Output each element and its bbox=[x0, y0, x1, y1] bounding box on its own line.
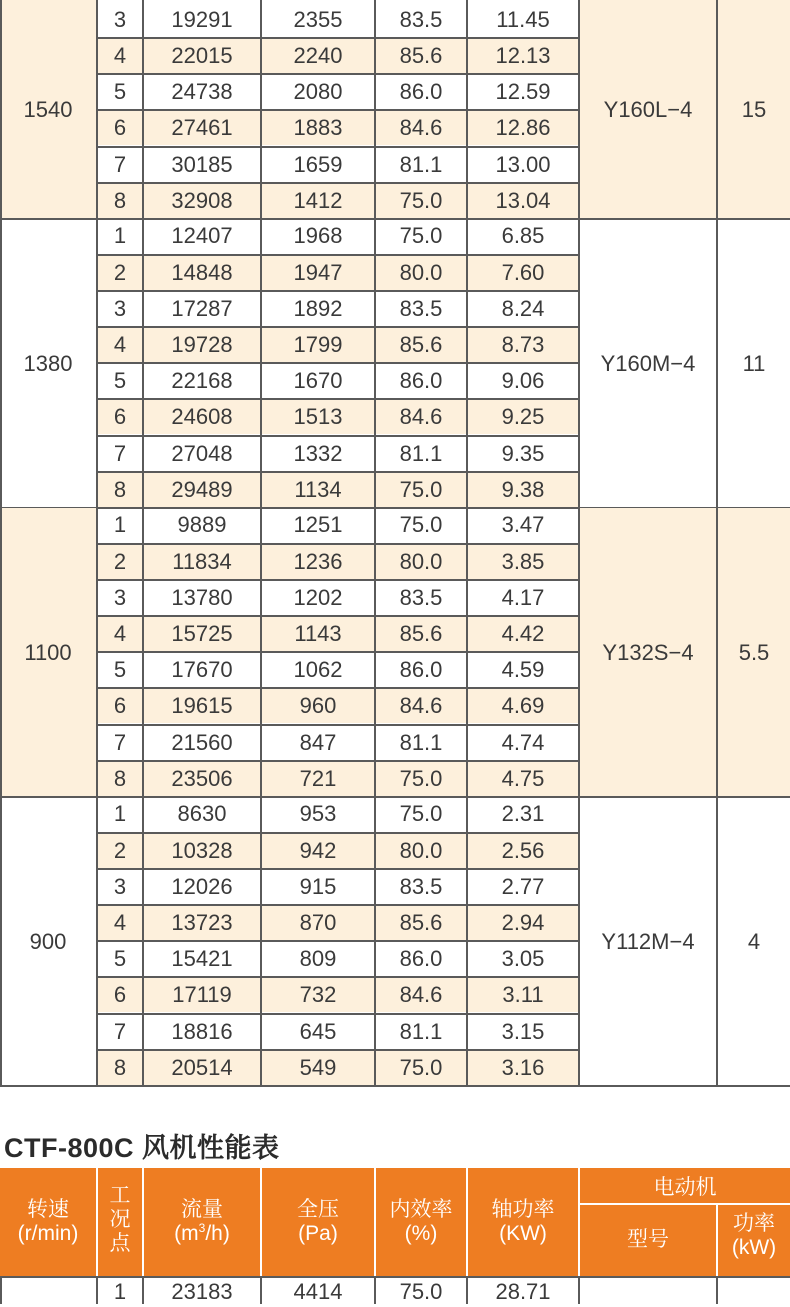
table-cell-pressure: 809 bbox=[299, 946, 337, 972]
table-cell-efficiency: 81.1 bbox=[399, 440, 443, 466]
row-divider bbox=[96, 398, 580, 400]
table-cell-shaft-power: 12.86 bbox=[495, 115, 551, 141]
row-divider bbox=[96, 615, 580, 617]
table-cell-flow: 21560 bbox=[171, 729, 233, 755]
table-cell-pressure: 1062 bbox=[293, 657, 343, 683]
table-cell-point: 8 bbox=[113, 476, 127, 502]
column-divider bbox=[374, 0, 376, 1086]
header-point: 工 况 点 bbox=[109, 1184, 131, 1255]
next-table-cell-efficiency: 75.0 bbox=[399, 1279, 443, 1304]
table-cell-efficiency: 83.5 bbox=[399, 6, 443, 32]
column-divider bbox=[466, 0, 468, 1086]
row-divider bbox=[96, 362, 580, 364]
table-cell-efficiency: 84.6 bbox=[399, 982, 443, 1008]
group-speed: 1100 bbox=[24, 639, 72, 665]
table-cell-efficiency: 75.0 bbox=[399, 187, 443, 213]
table-cell-flow: 15725 bbox=[171, 621, 233, 646]
table-cell-pressure: 1883 bbox=[293, 115, 343, 141]
table-cell-flow: 19728 bbox=[171, 332, 233, 357]
table-cell-pressure: 1892 bbox=[293, 295, 343, 321]
table-cell-efficiency: 81.1 bbox=[399, 1018, 443, 1044]
table-cell-shaft-power: 12.59 bbox=[495, 79, 551, 105]
table-cell-point: 3 bbox=[113, 873, 127, 899]
table-cell-pressure: 942 bbox=[299, 837, 337, 863]
table-cell-flow: 30185 bbox=[171, 151, 233, 177]
table-cell-flow: 9889 bbox=[177, 512, 227, 538]
row-divider bbox=[96, 651, 580, 653]
row-divider bbox=[96, 579, 580, 581]
table-cell-point: 5 bbox=[113, 368, 127, 394]
table-cell-pressure: 870 bbox=[299, 910, 337, 935]
table-cell-point: 7 bbox=[113, 1018, 127, 1044]
table-cell-pressure: 2240 bbox=[293, 43, 343, 68]
group-speed: 1380 bbox=[23, 350, 73, 376]
table-cell-shaft-power: 2.31 bbox=[501, 801, 545, 827]
row-divider bbox=[96, 724, 580, 726]
table-cell-shaft-power: 7.60 bbox=[501, 259, 545, 285]
table-cell-shaft-power: 4.74 bbox=[501, 729, 545, 755]
table-cell-efficiency: 81.1 bbox=[399, 729, 443, 755]
header-motor: 电动机 bbox=[653, 1176, 717, 1199]
table-cell-point: 2 bbox=[113, 837, 127, 863]
table-cell-pressure: 645 bbox=[299, 1018, 337, 1044]
table-cell-point: 7 bbox=[113, 151, 127, 177]
group-motor-model: Y160L−4 bbox=[603, 96, 693, 122]
table-cell-shaft-power: 9.06 bbox=[501, 368, 545, 394]
table-cell-flow: 18816 bbox=[171, 1018, 233, 1044]
table-cell-shaft-power: 2.56 bbox=[501, 837, 545, 863]
table-cell-efficiency: 86.0 bbox=[399, 946, 443, 972]
group-motor-power: 4 bbox=[747, 928, 761, 954]
table-cell-shaft-power: 6.85 bbox=[501, 223, 545, 249]
table-cell-pressure: 1513 bbox=[293, 404, 343, 430]
table-cell-pressure: 1134 bbox=[294, 476, 342, 502]
table-cell-pressure: 1799 bbox=[293, 332, 343, 357]
table-cell-point: 6 bbox=[113, 693, 127, 719]
group-motor-model: Y112M−4 bbox=[601, 928, 695, 954]
table-cell-flow: 27461 bbox=[171, 115, 233, 141]
table-cell-shaft-power: 4.59 bbox=[501, 657, 545, 683]
table-cell-point: 5 bbox=[113, 657, 127, 683]
table-cell-shaft-power: 12.13 bbox=[495, 43, 551, 68]
column-divider bbox=[716, 0, 718, 1086]
table-cell-point: 8 bbox=[113, 1054, 127, 1080]
table-cell-flow: 22015 bbox=[171, 43, 233, 68]
table-cell-flow: 27048 bbox=[171, 440, 233, 466]
table-cell-flow: 12407 bbox=[171, 223, 233, 249]
table-cell-efficiency: 86.0 bbox=[399, 79, 443, 105]
table-cell-efficiency: 85.6 bbox=[399, 43, 443, 68]
table-cell-shaft-power: 4.75 bbox=[501, 765, 545, 791]
table-cell-shaft-power: 8.73 bbox=[501, 332, 545, 357]
table-cell-point: 4 bbox=[113, 332, 127, 357]
next-table-cell-shaft-power: 28.71 bbox=[495, 1279, 551, 1304]
table-cell-shaft-power: 3.85 bbox=[501, 548, 545, 574]
header-motor-model: 型号 bbox=[627, 1228, 669, 1251]
table-cell-shaft-power: 3.16 bbox=[501, 1054, 545, 1080]
table-cell-flow: 23506 bbox=[171, 765, 233, 791]
table-cell-flow: 11834 bbox=[172, 548, 232, 574]
table-cell-point: 6 bbox=[113, 982, 127, 1008]
table-cell-pressure: 1412 bbox=[293, 187, 343, 213]
table-cell-efficiency: 75.0 bbox=[399, 765, 443, 791]
table-cell-efficiency: 85.6 bbox=[399, 910, 443, 935]
table-cell-efficiency: 85.6 bbox=[399, 621, 443, 646]
table-cell-flow: 24738 bbox=[171, 79, 233, 105]
table-cell-efficiency: 80.0 bbox=[399, 548, 443, 574]
table-cell-pressure: 960 bbox=[299, 693, 337, 719]
table-cell-efficiency: 75.0 bbox=[399, 512, 443, 538]
table-cell-pressure: 1947 bbox=[293, 259, 343, 285]
header-shaft-power: 轴功率 (KW) bbox=[491, 1198, 555, 1245]
table-cell-point: 4 bbox=[113, 621, 127, 646]
group-speed: 1540 bbox=[23, 96, 73, 122]
next-table-cell-point: 1 bbox=[113, 1279, 127, 1304]
table-cell-flow: 13723 bbox=[171, 910, 233, 935]
table-cell-point: 1 bbox=[113, 801, 127, 827]
table-cell-shaft-power: 9.25 bbox=[501, 404, 545, 430]
row-divider bbox=[0, 1276, 790, 1278]
table-cell-shaft-power: 2.77 bbox=[501, 873, 545, 899]
table-cell-pressure: 953 bbox=[299, 801, 337, 827]
table-cell-point: 8 bbox=[113, 765, 127, 791]
column-divider bbox=[578, 0, 580, 1086]
row-divider bbox=[96, 326, 580, 328]
group-motor-model: Y132S−4 bbox=[602, 639, 694, 665]
table-cell-point: 5 bbox=[113, 946, 127, 972]
table-cell-efficiency: 81.1 bbox=[399, 151, 443, 177]
table-cell-shaft-power: 13.00 bbox=[495, 151, 551, 177]
table-cell-shaft-power: 9.35 bbox=[501, 440, 545, 466]
table-cell-efficiency: 84.6 bbox=[399, 404, 443, 430]
column-divider bbox=[578, 1276, 580, 1304]
group-speed: 900 bbox=[29, 928, 67, 954]
row-divider bbox=[96, 471, 580, 473]
table-cell-flow: 32908 bbox=[171, 187, 233, 213]
row-divider bbox=[96, 1049, 580, 1051]
table-cell-point: 6 bbox=[113, 115, 127, 141]
table-cell-pressure: 1251 bbox=[293, 512, 343, 538]
table-cell-pressure: 721 bbox=[299, 765, 337, 791]
table-cell-flow: 17670 bbox=[171, 657, 233, 683]
table-cell-flow: 17119 bbox=[172, 982, 232, 1008]
row-divider bbox=[96, 760, 580, 762]
row-divider bbox=[96, 37, 580, 39]
table-cell-shaft-power: 4.42 bbox=[501, 621, 545, 646]
table-cell-pressure: 847 bbox=[299, 729, 337, 755]
row-divider bbox=[96, 254, 580, 256]
row-divider bbox=[96, 868, 580, 870]
table-cell-point: 1 bbox=[113, 223, 127, 249]
table-cell-pressure: 2355 bbox=[293, 6, 343, 32]
table-cell-point: 7 bbox=[113, 729, 127, 755]
table-cell-flow: 19615 bbox=[171, 693, 233, 719]
table-cell-flow: 17287 bbox=[171, 295, 233, 321]
table-cell-flow: 12026 bbox=[171, 873, 233, 899]
table-cell-efficiency: 83.5 bbox=[399, 584, 443, 610]
table-cell-point: 1 bbox=[113, 512, 127, 538]
table-cell-pressure: 2080 bbox=[293, 79, 343, 105]
row-divider bbox=[96, 976, 580, 978]
table-cell-flow: 20514 bbox=[171, 1054, 233, 1080]
row-divider bbox=[96, 435, 580, 437]
table-cell-pressure: 732 bbox=[299, 982, 337, 1008]
table-cell-shaft-power: 3.11 bbox=[502, 982, 544, 1008]
next-table-cell-flow: 23183 bbox=[171, 1279, 233, 1304]
table-cell-point: 2 bbox=[113, 548, 127, 574]
table-cell-point: 8 bbox=[113, 187, 127, 213]
table-cell-pressure: 1670 bbox=[293, 368, 343, 394]
header-speed: 转速 (r/min) bbox=[17, 1198, 79, 1245]
row-divider bbox=[96, 290, 580, 292]
table-cell-point: 2 bbox=[113, 259, 127, 285]
table-cell-efficiency: 86.0 bbox=[399, 657, 443, 683]
table-cell-shaft-power: 2.94 bbox=[501, 910, 545, 935]
table-cell-shaft-power: 8.24 bbox=[501, 295, 545, 321]
column-divider bbox=[0, 1276, 2, 1304]
group-motor-power: 5.5 bbox=[738, 639, 770, 665]
column-divider bbox=[716, 1276, 718, 1304]
row-divider bbox=[96, 940, 580, 942]
column-divider bbox=[142, 0, 144, 1086]
row-divider bbox=[96, 687, 580, 689]
table-cell-pressure: 1659 bbox=[293, 151, 343, 177]
next-table-cell-pressure: 4414 bbox=[293, 1279, 343, 1304]
row-divider bbox=[96, 543, 580, 545]
table-cell-pressure: 1202 bbox=[293, 584, 343, 610]
table-cell-efficiency: 75.0 bbox=[399, 1054, 443, 1080]
table-cell-flow: 10328 bbox=[171, 837, 233, 863]
table-cell-point: 7 bbox=[113, 440, 127, 466]
table-cell-efficiency: 75.0 bbox=[399, 223, 443, 249]
column-divider bbox=[96, 0, 98, 1086]
table-cell-point: 5 bbox=[113, 79, 127, 105]
group-motor-model: Y160M−4 bbox=[600, 350, 696, 376]
group-divider bbox=[0, 1085, 790, 1087]
table-cell-pressure: 549 bbox=[299, 1054, 337, 1080]
table-cell-efficiency: 86.0 bbox=[399, 368, 443, 394]
table-cell-efficiency: 84.6 bbox=[399, 115, 443, 141]
table-cell-flow: 14848 bbox=[171, 259, 233, 285]
table-cell-shaft-power: 3.05 bbox=[501, 946, 545, 972]
row-divider bbox=[96, 146, 580, 148]
table-cell-point: 3 bbox=[113, 6, 127, 32]
table-cell-shaft-power: 3.47 bbox=[501, 512, 545, 538]
table-cell-efficiency: 80.0 bbox=[399, 259, 443, 285]
column-divider bbox=[0, 0, 2, 1086]
table-cell-efficiency: 75.0 bbox=[399, 476, 443, 502]
table-cell-flow: 24608 bbox=[171, 404, 233, 430]
table-cell-efficiency: 75.0 bbox=[399, 801, 443, 827]
table-cell-pressure: 1143 bbox=[294, 621, 342, 646]
table-cell-shaft-power: 13.04 bbox=[495, 187, 551, 213]
header-flow: 流量 $(m^3/h)$ bbox=[174, 1198, 230, 1245]
table-cell-flow: 8630 bbox=[177, 801, 227, 827]
table-cell-flow: 22168 bbox=[171, 368, 233, 394]
table-cell-shaft-power: 3.15 bbox=[501, 1018, 545, 1044]
table-cell-point: 6 bbox=[113, 404, 127, 430]
table-cell-pressure: 1968 bbox=[293, 223, 343, 249]
table-cell-pressure: 915 bbox=[299, 873, 337, 899]
table-cell-point: 4 bbox=[113, 43, 127, 68]
header-divider bbox=[580, 1203, 790, 1205]
table-cell-flow: 13780 bbox=[171, 584, 233, 610]
row-divider bbox=[96, 1013, 580, 1015]
table-cell-point: 3 bbox=[113, 295, 127, 321]
table-cell-efficiency: 83.5 bbox=[399, 295, 443, 321]
table-cell-pressure: 1332 bbox=[293, 440, 343, 466]
group-motor-power: 11 bbox=[742, 350, 766, 376]
table-cell-shaft-power: 4.17 bbox=[501, 584, 545, 610]
row-divider bbox=[96, 73, 580, 75]
header-pressure: 全压 (Pa) bbox=[297, 1198, 339, 1245]
table-cell-shaft-power: 9.38 bbox=[501, 476, 545, 502]
section-title: CTF-800C 风机性能表 bbox=[4, 1133, 280, 1163]
table-cell-point: 3 bbox=[113, 584, 127, 610]
row-divider bbox=[96, 904, 580, 906]
table-cell-shaft-power: 11.45 bbox=[496, 6, 550, 32]
group-motor-power: 15 bbox=[741, 96, 767, 122]
header-efficiency: 内效率 (%) bbox=[389, 1198, 453, 1245]
table-cell-flow: 29489 bbox=[171, 476, 233, 502]
table-cell-shaft-power: 4.69 bbox=[501, 693, 545, 719]
table-cell-efficiency: 85.6 bbox=[399, 332, 443, 357]
row-divider bbox=[96, 832, 580, 834]
column-divider bbox=[260, 0, 262, 1086]
table-cell-point: 4 bbox=[113, 910, 127, 935]
table-cell-pressure: 1236 bbox=[293, 548, 343, 574]
header-motor-power: 功率 (kW) bbox=[731, 1212, 777, 1259]
row-divider bbox=[96, 109, 580, 111]
table-cell-efficiency: 84.6 bbox=[399, 693, 443, 719]
table-cell-flow: 15421 bbox=[171, 946, 233, 972]
table-cell-efficiency: 83.5 bbox=[399, 873, 443, 899]
row-divider bbox=[96, 182, 580, 184]
table-cell-flow: 19291 bbox=[171, 6, 233, 32]
table-cell-efficiency: 80.0 bbox=[399, 837, 443, 863]
